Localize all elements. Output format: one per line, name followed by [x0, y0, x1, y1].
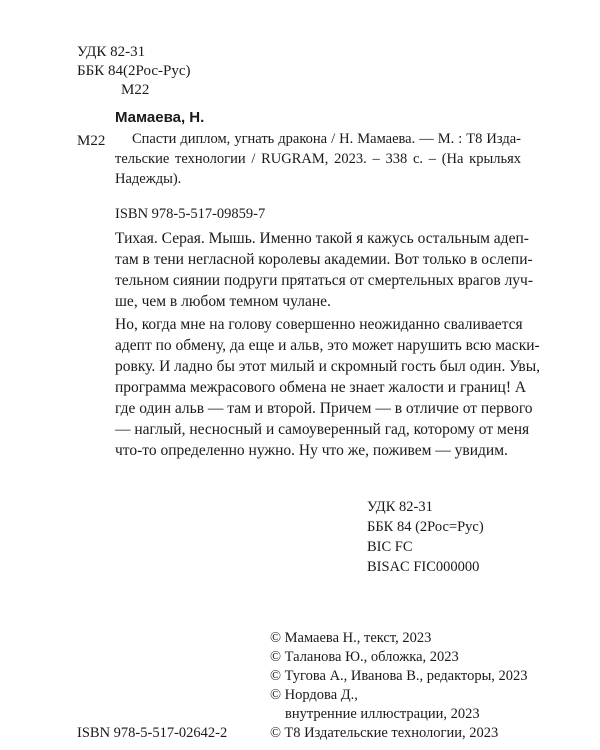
annotation-line: программа межрасового обмена не знает жалости и границ! А: [115, 379, 527, 396]
record-line-1: Спасти диплом, угнать дракона / Н. Мамаева. — М. : T8 Изда-: [132, 131, 521, 147]
record-isbn: ISBN 978-5-517-09859-7: [115, 206, 266, 222]
annotation-line: Тихая. Серая. Мышь. Именно такой я кажусь остальным адеп-: [115, 230, 529, 247]
header-udk: УДК 82-31: [77, 44, 146, 60]
class-bic: BIC FC: [367, 539, 413, 555]
annotation-line: тельном сиянии подруги прятаться от смертельных врагов луч-: [115, 272, 534, 289]
footer-isbn: ISBN 978-5-517-02642-2: [77, 725, 228, 741]
annotation-line: где один альв — там и второй. Причем — в отличие от первого: [115, 400, 533, 417]
header-bbk: ББК 84(2Рос-Рус): [77, 63, 191, 79]
annotation-line: ровку. И ладно бы этот милый и скромный гость был один. Увы,: [115, 358, 541, 375]
annotation-line: адепт по обмену, да еще и альв, это может нарушить всю маски-: [115, 337, 540, 354]
annotation-line: что-то определенно нужно. Ну что же, поживем — увидим.: [115, 442, 508, 459]
author-name: Мамаева, Н.: [115, 109, 205, 126]
copyright-line: © Таланова Ю., обложка, 2023: [270, 649, 459, 665]
annotation-line: Но, когда мне на голову совершенно неожиданно сваливается: [115, 316, 523, 333]
record-line-3: Надежды).: [115, 171, 182, 187]
copyright-line: © Мамаева Н., текст, 2023: [270, 630, 432, 646]
header-code: М22: [121, 82, 150, 98]
record-margin-code: М22: [77, 133, 106, 149]
copyright-line: © Нордова Д.,: [270, 687, 358, 703]
annotation-line: ше, чем в любом темном чулане.: [115, 293, 331, 310]
annotation-line: — наглый, несносный и самоуверенный гад, которому от меня: [115, 421, 530, 438]
class-bisac: BISAC FIC000000: [367, 559, 480, 575]
copyright-line: © T8 Издательские технологии, 2023: [270, 725, 499, 741]
annotation-line: там в тени негласной королевы академии. Вот только в ослепи-: [115, 251, 533, 268]
copyright-line: © Тугова А., Иванова В., редакторы, 2023: [270, 668, 528, 684]
class-bbk: ББК 84 (2Рос=Рус): [367, 519, 484, 535]
record-line-2: тельские технологии / RUGRAM, 2023. – 338 с. – (На крыльях: [115, 151, 521, 167]
copyright-line: внутренние иллюстрации, 2023: [285, 706, 480, 722]
class-udk: УДК 82-31: [367, 499, 433, 515]
